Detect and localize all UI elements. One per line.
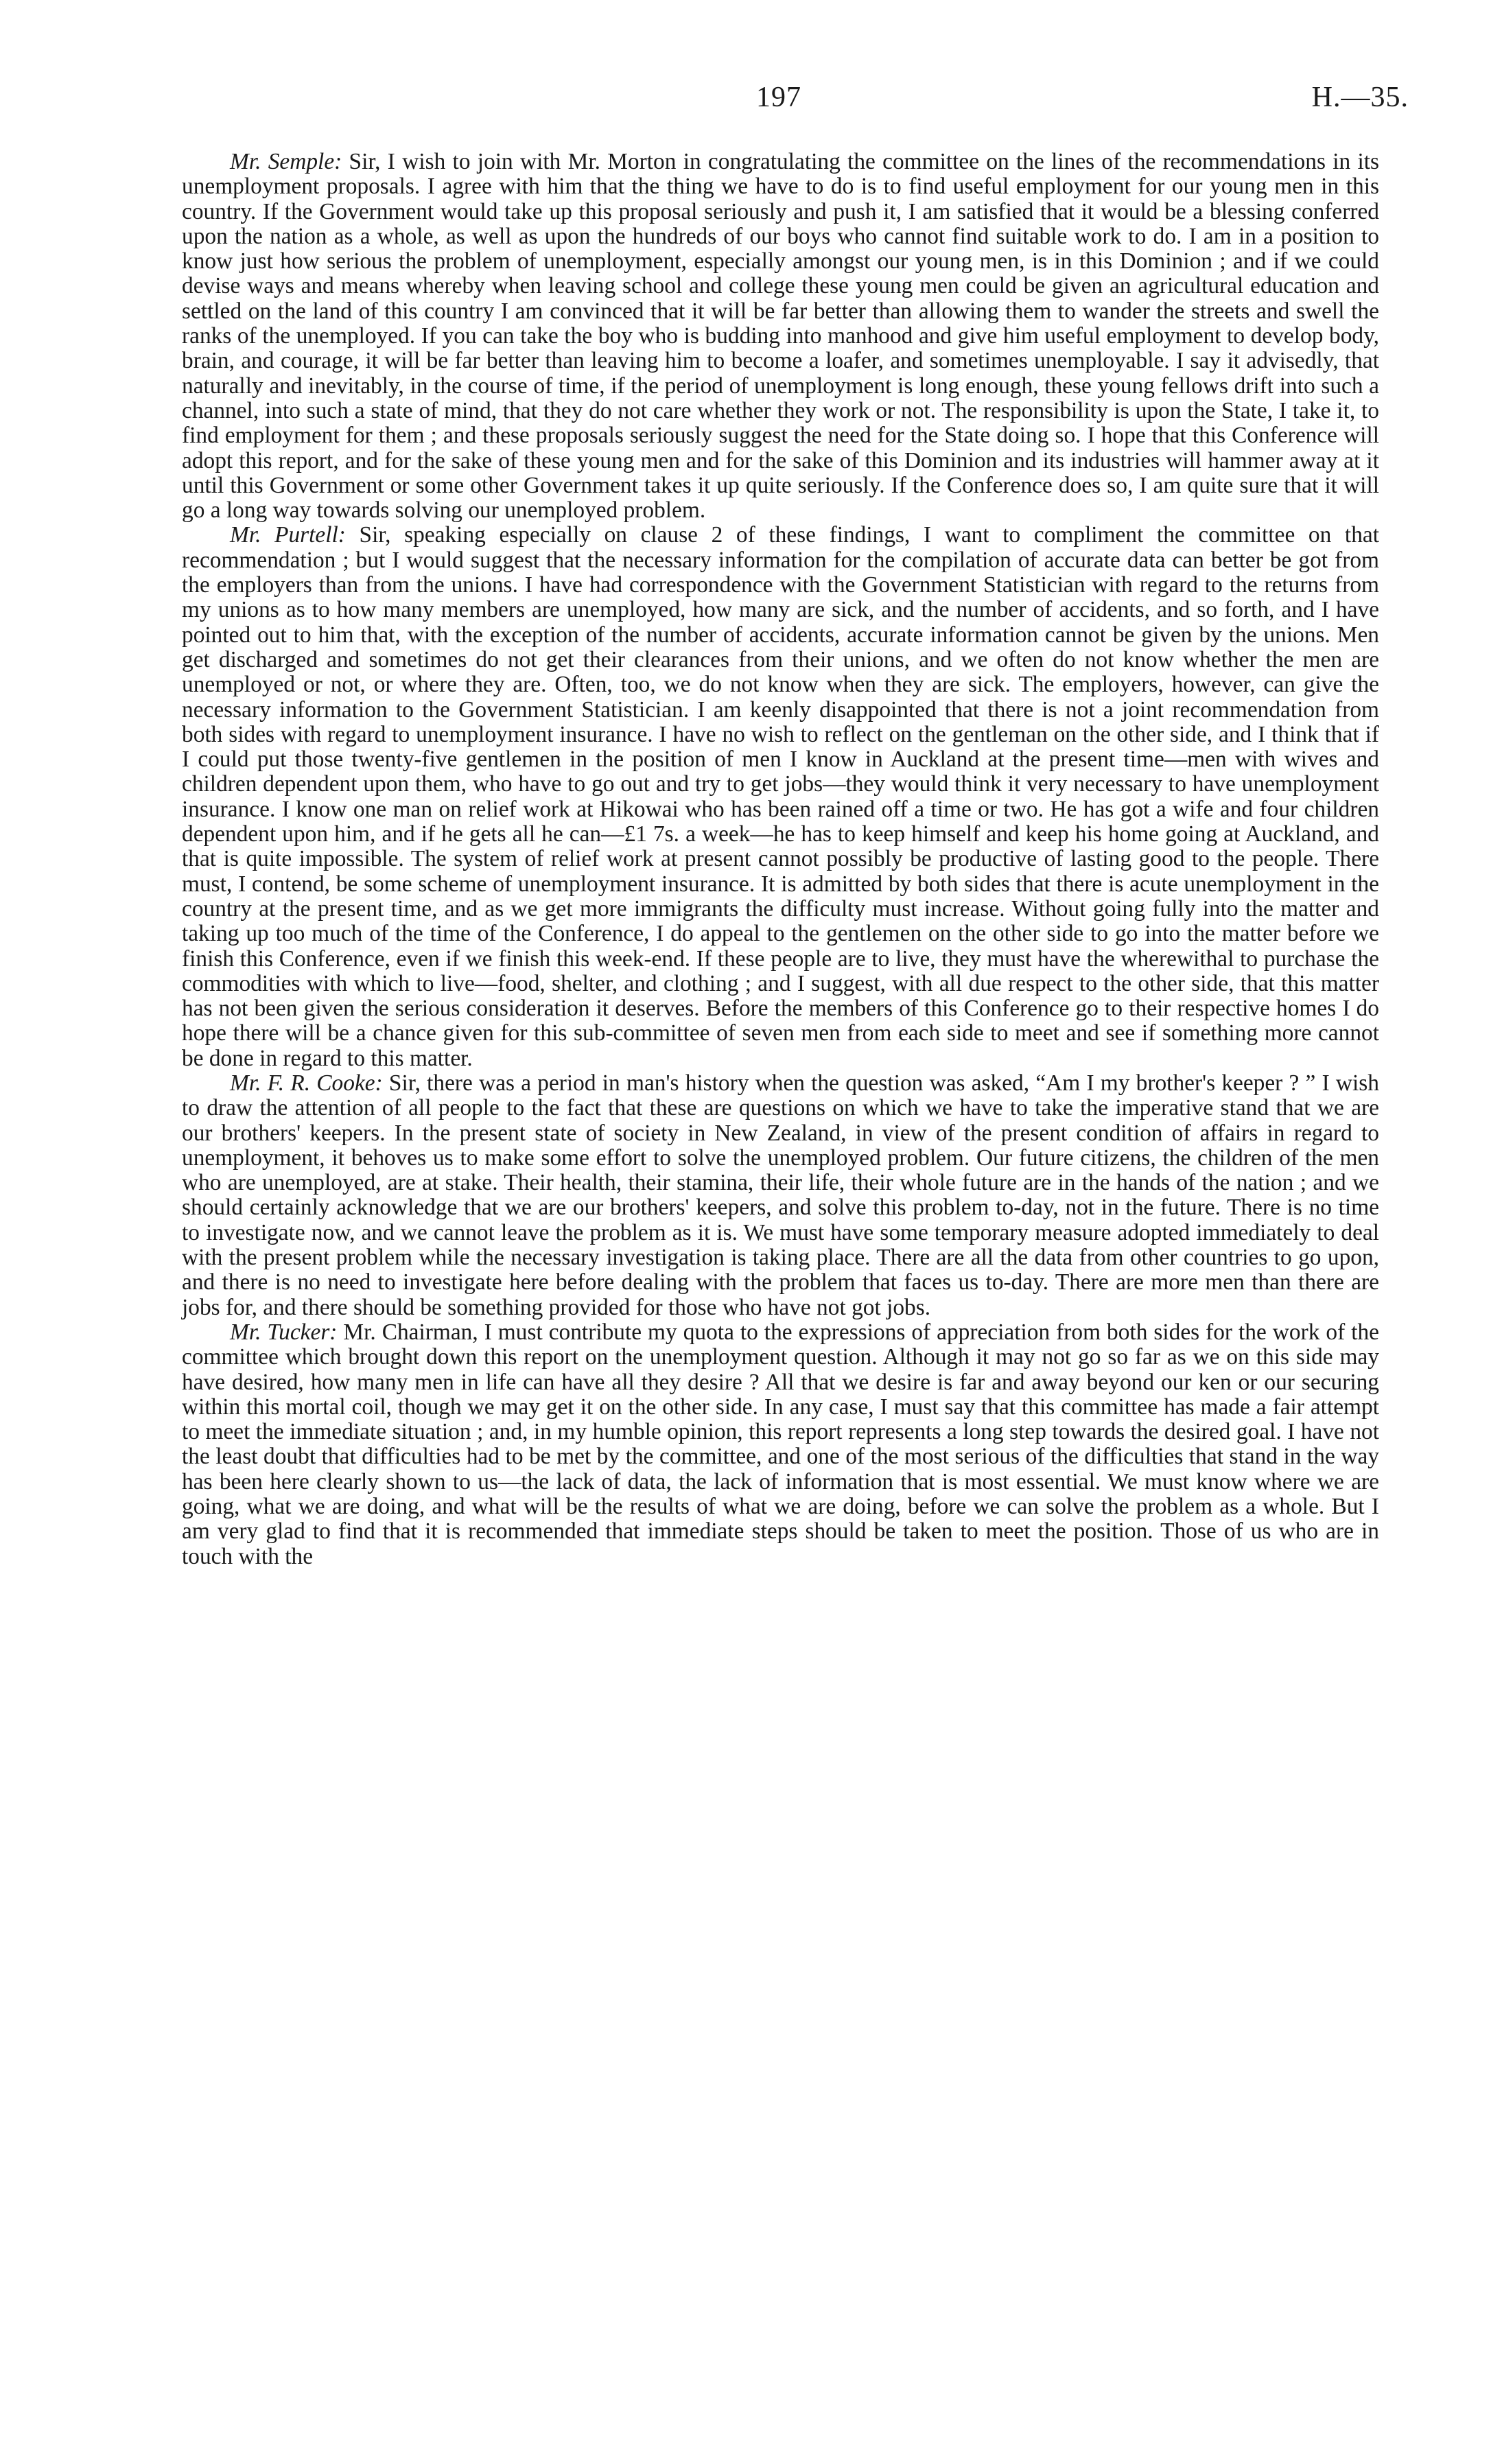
paragraph-text: Sir, there was a period in man's history when the question was asked, “Am I my brother's keeper ? ” I wish to draw the attention of all people to the fact that these are questions on which we have to take the imperative stand that we are our brothers' keepers. In the present state of society in New Zealand, in view of the present condition of affairs in regard to unemployment, it behoves us to make some effort to solve the unemployed problem. Our future citizens, the children of the men who are unemployed, are at stake. Their health, their stamina, their life, their whole future are in the hands of the nation ; and we should certainly acknowledge that we are our brothers' keepers, and solve this problem to-day, not in the future. There is no time to investigate now, and we cannot leave the problem as it is. We must have some temporary measure adopted immediately to deal with the present problem while the necessary investigation is taking place. There are all the data from other countries to go upon, and there is no need to investigate here before dealing with the problem that faces us to-day. There are more men than there are jobs for, and there should be something provided for those who have not got jobs. (182, 1070, 1379, 1320)
paragraph-text: Sir, speaking especially on clause 2 of these findings, I want to compliment the committee on that recommendation ; but I would suggest that the necessary information for the compilation of accurate data can better be got from the employers than from the unions. I have had correspondence with the Government Statistician with regard to the returns from my unions as to how many members are unemployed, how many are sick, and the number of accidents, and so forth, and I have pointed out to him that, with the exception of the number of accidents, accurate information cannot be given by the unions. Men get discharged and sometimes do not get their clearances from their unions, and we often do not know whether the men are unemployed or not, or where they are. Often, too, we do not know when they are sick. The employers, however, can give the necessary information to the Government Statistician. I am keenly disappointed that there is not a joint recommendation from both sides with regard to unemployment insurance. I have no wish to reflect on the gentleman on the other side, and I think that if I could put those twenty-five gentlemen in the position of men I know in Auckland at the present time—men with wives and children dependent upon them, who have to go out and try to get jobs—they would think it very necessary to have unemployment insurance. I know one man on relief work at Hikowai who has been rained off a time or two. He has got a wife and four children dependent upon him, and if he gets all he can—£1 7s. a week—he has to keep himself and keep his home going at Auckland, and that is quite impossible. The system of relief work at present cannot possibly be productive of lasting good to the people. There must, I contend, be some scheme of unemployment insurance. It is admitted by both sides that there is acute unemployment in the country at the present time, and as we get more immigrants the difficulty must increase. Without going fully into the matter and taking up too much of the time of the Conference, I do appeal to the gentlemen on the other side to go into the matter before we finish this Conference, even if we finish this week-end. If these people are to live, they must have the wherewithal to purchase the commodities with which to live—food, shelter, and clothing ; and I suggest, with all due respect to the other side, that this matter has not been given the serious consideration it deserves. Before the members of this Conference go to their respective homes I do hope there will be a chance given for this sub-committee of seven men from each side to meet and see if something more cannot be done in regard to this matter. (182, 522, 1379, 1071)
document-reference: H.—35. (1311, 82, 1409, 113)
paragraph-text: Sir, I wish to join with Mr. Morton in congratulating the committee on the lines of the recommendations in its unemployment proposals. I agree with him that the thing we have to do is to find useful employment for our young men in this country. If the Government would take up this proposal seriously and push it, I am satisfied that it would be a blessing conferred upon the nation as a whole, as well as upon the hundreds of our boys who cannot find suitable work to do. I am in a position to know just how serious the problem of unemployment, especially amongst our young men, is in this Dominion ; and if we could devise ways and means whereby when leaving school and college these young men could be given an agricultural education and settled on the land of this country I am convinced that it will be far better than allowing them to wander the streets and swell the ranks of the unemployed. If you can take the boy who is budding into manhood and give him useful employment to develop body, brain, and courage, it will be far better than leaving him to become a loafer, and sometimes unemployable. I say it advisedly, that naturally and inevitably, in the course of time, if the period of unemployment is long enough, these young fellows drift into such a channel, into such a state of mind, that they do not care whether they work or not. The responsibility is upon the State, I take it, to find employment for them ; and these proposals seriously suggest the need for the State doing so. I hope that this Conference will adopt this report, and for the sake of these young men and for the sake of this Dominion and its industries will hammer away at it until this Government or some other Government takes it up quite seriously. If the Conference does so, I am quite sure that it will go a long way towards solving our unemployed problem. (182, 149, 1380, 524)
body-text (182, 150, 1379, 1569)
speaker-name: Mr. Tucker: (230, 1319, 338, 1345)
paragraph-semple (182, 150, 1379, 523)
speaker-name: Mr. Purtell: (230, 522, 346, 548)
paragraph-tucker (182, 1320, 1379, 1569)
speaker-name: Mr. Semple: (230, 149, 342, 174)
paragraph-cooke (182, 1071, 1379, 1320)
page-number: 197 (756, 82, 801, 113)
speaker-name: Mr. F. R. Cooke: (230, 1070, 383, 1096)
paragraph-purtell (182, 523, 1379, 1071)
paragraph-text: Mr. Chairman, I must contribute my quota to the expressions of appreciation from both sides for the work of the committee which brought down this report on the unemployment question. Although it may not go so far as we on this side may have desired, how many men in life can have all they desire ? All that we desire is far and away beyond our ken or our securing within this mortal coil, though we may get it on the other side. In any case, I must say that this committee has made a fair attempt to meet the immediate situation ; and, in my humble opinion, this report represents a long step towards the desired goal. I have not the least doubt that difficulties had to be met by the committee, and one of the most serious of the difficulties that stand in the way has been here clearly shown to us—the lack of data, the lack of information that is most essential. We must know where we are going, what we are doing, and what will be the results of what we are doing, before we can solve the problem as a whole. But I am very glad to find that it is recommended that immediate steps should be taken to meet the position. Those of us who are in touch with the (182, 1319, 1379, 1569)
